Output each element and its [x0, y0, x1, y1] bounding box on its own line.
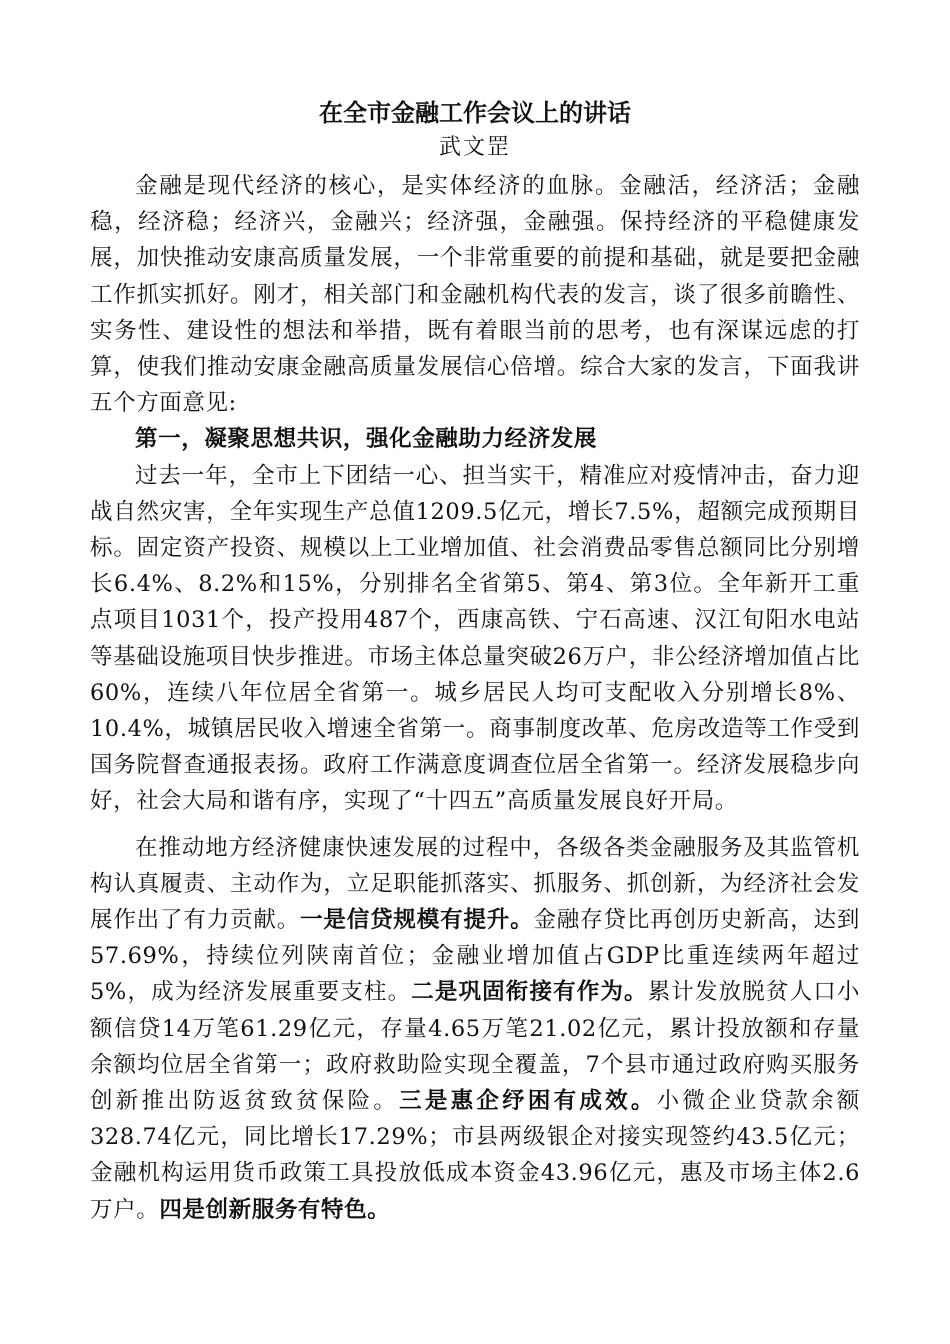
author-name: 武文罡 — [438, 135, 511, 160]
finance-lead-text: 在推动地方经济健康快速发展的过程中，各级各类金融服务及其监管机构认真履责、主动作为，立足职能抓落实、抓服务、抓创新，为经济社会发展作出了有力贡献。 — [90, 834, 860, 934]
point1-text: 金融存贷比再创历史新高，达到57.69%，持续位列陕南首位；金融业增加值占GDP比重连续两年超过5%，成为经济发展重要支柱。 — [90, 907, 860, 1006]
point1-label: 一是信贷规模有提升。 — [300, 907, 534, 934]
intro-paragraph: 金融是现代经济的核心，是实体经济的血脉。金融活，经济活；金融稳，经济稳；经济兴，金融兴；经济强，金融强。保持经济的平稳健康发展，加快推动安康高质量发展，一个非常重要的前提和基础，就是要把金融工作抓实抓好。刚才，相关部门和金融机构代表的发言，谈了很多前瞻性、实务性、建设性的想法和举措，既有着眼当前的思考，也有深谋远虑的打算，使我们推动安康金融高质量发展信心倍增。综合大家的发言，下面我讲五个方面意见: — [90, 173, 860, 417]
finance-paragraph — [90, 830, 860, 1228]
point3-text: 小微企业贷款余额328.74亿元，同比增长17.29%；市县两级银企对接实现签约43.5亿元；金融机构运用货币政策工具投放低成本资金43.96亿元，惠及市场主体2.6万户。 — [90, 1088, 860, 1223]
document-body — [90, 168, 860, 1228]
point2-text: 累计发放脱贫人口小额信贷14万笔61.29亿元，存量4.65万笔21.02亿元，累计投放额和存量余额均位居全省第一；政府救助险实现全覆盖，7个县市通过政府购买服务创新推出防返贫致贫保险。 — [90, 979, 860, 1115]
review-paragraph: 过去一年，全市上下团结一心、担当实干，精准应对疫情冲击，奋力迎战自然灾害，全年实现生产总值1209.5亿元，增长7.5%，超额完成预期目标。固定资产投资、规模以上工业增加值、社会消费品零售总额同比分别增长6.4%、8.2%和15%，分别排名全省第5、第4、第3位。全年新开工重点项目1031个，投产投用487个，西康高铁、宁石高速、汉江旬阳水电站等基础设施项目快步推进。市场主体总量突破26万户，非公经济增加值占比60%，连续八年位居全省第一。城乡居民人均可支配收入分别增长8%、10.4%，城镇居民收入增速全省第一。商事制度改革、危房改造等工作受到国务院督查通报表扬。政府工作满意度调查位居全省第一。经济发展稳步向好，社会大局和谐有序，实现了“十四五”高质量发展良好开局。 — [90, 462, 860, 815]
page-title: 在全市金融工作会议上的讲话 — [319, 98, 631, 127]
point2-label: 二是巩固衔接有作为。 — [411, 979, 648, 1006]
point3-label: 三是惠企纾困有成效。 — [399, 1088, 657, 1115]
point4-label: 四是创新服务有特色。 — [159, 1196, 391, 1223]
section-heading: 第一，凝聚思想共识，强化金融助力经济发展 — [135, 426, 598, 453]
